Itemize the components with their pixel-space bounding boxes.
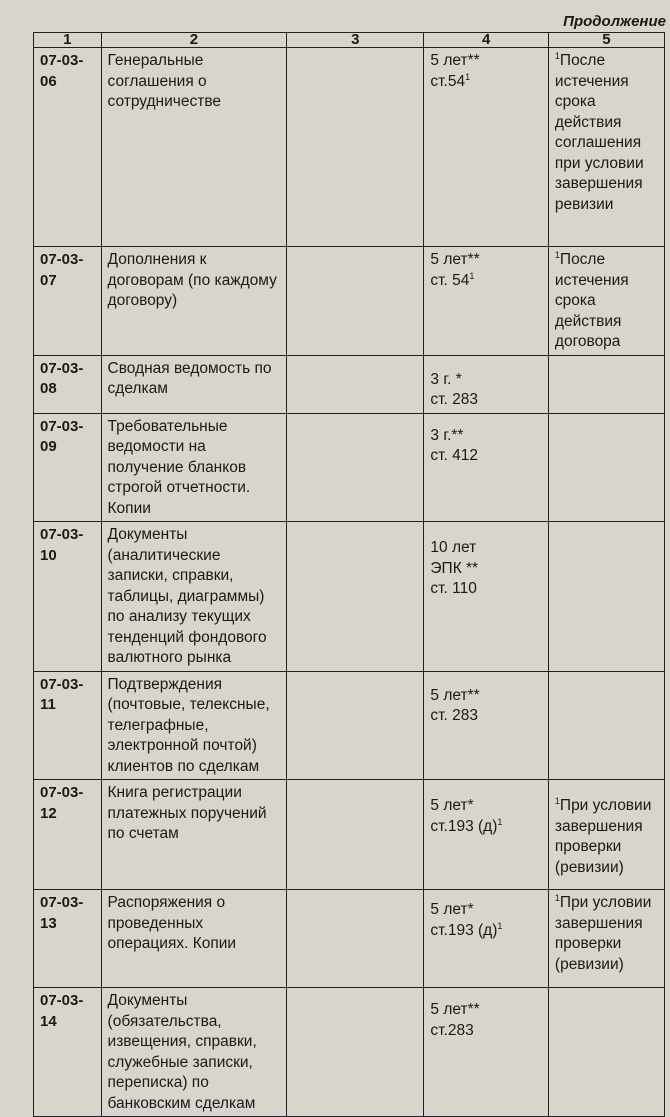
row-term xyxy=(424,671,549,780)
row-term xyxy=(424,413,549,522)
row-title: Дополнения к договорам (по каждому договору) xyxy=(101,247,287,356)
table-row xyxy=(34,890,665,988)
row-term xyxy=(424,988,549,1117)
row-note xyxy=(548,780,664,890)
row-code: 07-03-10 xyxy=(34,522,102,672)
term-line3: ст. 110 xyxy=(430,580,477,597)
note-text: При условии завершения проверки (ревизии) xyxy=(554,894,652,973)
row-title: Подтверждения (почтовые, телексные, телеграфные, электронной почтой) клиентов по сделкам xyxy=(101,671,287,780)
row-title: Сводная ведомость по сделкам xyxy=(101,355,287,413)
row-note xyxy=(548,988,664,1117)
term-line2: ст.193 (д) xyxy=(430,817,498,835)
term-line1: 5 лет** xyxy=(430,251,480,268)
term-line1: 3 г.** xyxy=(430,426,464,444)
row-title: Распоряжения о проведенных операциях. Копии xyxy=(101,890,287,988)
continuation-caption: Продолжение xyxy=(563,13,666,30)
row-term xyxy=(424,48,549,247)
row-note xyxy=(548,48,664,247)
row-term xyxy=(424,780,549,890)
row-code: 07-03-14 xyxy=(34,988,102,1117)
term-line2: ст.283 xyxy=(430,1021,474,1039)
row-title: Документы (аналитические записки, справки, таблицы, диаграммы) по анализу текущих тенденций фондового валютного рынка xyxy=(101,522,287,672)
term-line1: 5 лет** xyxy=(430,686,480,704)
note-footnote-mark: 1 xyxy=(554,892,560,903)
row-note xyxy=(548,671,664,780)
note-text: После истечения срока действия соглашения при условии завершения ревизии xyxy=(554,52,644,213)
row-term xyxy=(424,355,549,413)
row-note xyxy=(548,413,664,522)
row-code: 07-03-09 xyxy=(34,413,102,522)
note-footnote-mark: 1 xyxy=(554,795,560,806)
term-line1: 5 лет* xyxy=(430,797,474,814)
term-footnote-mark: 1 xyxy=(497,920,503,931)
term-line1: 10 лет xyxy=(430,539,477,556)
row-col3 xyxy=(287,413,424,522)
table-row xyxy=(34,48,665,247)
row-code: 07-03-11 xyxy=(34,671,102,780)
term-line1: 5 лет** xyxy=(430,52,480,69)
term-footnote-mark: 1 xyxy=(469,270,475,281)
table-row xyxy=(34,780,665,890)
row-code: 07-03-08 xyxy=(34,355,102,413)
row-col3 xyxy=(287,890,424,988)
term-line2: ст.54 xyxy=(430,72,466,90)
term-line2: ст. 54 xyxy=(430,271,470,289)
term-footnote-mark: 1 xyxy=(497,816,503,827)
row-code: 07-03-12 xyxy=(34,780,102,890)
row-note xyxy=(548,522,664,672)
row-term xyxy=(424,247,549,356)
table-row xyxy=(34,671,665,780)
row-note xyxy=(548,355,664,413)
term-line2: ст.193 (д) xyxy=(430,921,498,939)
table-row xyxy=(34,988,665,1117)
table-row xyxy=(34,247,665,356)
row-col3 xyxy=(287,522,424,672)
row-note xyxy=(548,247,664,356)
row-col3 xyxy=(287,671,424,780)
header-col-4: 4 xyxy=(424,33,549,48)
row-title: Книга регистрации платежных поручений по счетам xyxy=(101,780,287,890)
table-row xyxy=(34,522,665,672)
row-col3 xyxy=(287,988,424,1117)
document-retention-table xyxy=(33,32,665,1117)
header-col-3: 3 xyxy=(287,33,424,48)
header-col-5: 5 xyxy=(548,33,664,48)
row-col3 xyxy=(287,355,424,413)
row-title: Требовательные ведомости на получение бланков строгой отчетности. Копии xyxy=(101,413,287,522)
row-col3 xyxy=(287,780,424,890)
table-row xyxy=(34,355,665,413)
row-code: 07-03-13 xyxy=(34,890,102,988)
row-term xyxy=(424,890,549,988)
row-col3 xyxy=(287,48,424,247)
header-col-1: 1 xyxy=(34,33,102,48)
note-text: После истечения срока действия договора xyxy=(554,251,629,350)
note-footnote-mark: 1 xyxy=(554,50,560,61)
header-col-2: 2 xyxy=(101,33,287,48)
row-title: Документы (обязательства, извещения, справки, служебные записки, переписка) по банковским сделкам xyxy=(101,988,287,1117)
row-note xyxy=(548,890,664,988)
term-line2: ст. 283 xyxy=(430,707,479,724)
term-line2: ст. 283 xyxy=(430,391,479,408)
row-code: 07-03-07 xyxy=(34,247,102,356)
term-line1: 5 лет** xyxy=(430,1001,480,1018)
term-footnote-mark: 1 xyxy=(465,71,471,82)
note-text: При условии завершения проверки (ревизии) xyxy=(554,797,652,876)
table-row xyxy=(34,413,665,522)
term-line1: 5 лет* xyxy=(430,901,474,918)
row-code: 07-03-06 xyxy=(34,48,102,247)
term-line1: 3 г. * xyxy=(430,370,462,388)
term-line2: ст. 412 xyxy=(430,447,479,464)
row-col3 xyxy=(287,247,424,356)
note-footnote-mark: 1 xyxy=(554,249,560,260)
row-title: Генеральные соглашения о сотрудничестве xyxy=(101,48,287,247)
header-row xyxy=(34,33,665,48)
row-term xyxy=(424,522,549,672)
term-line2: ЭПК ** xyxy=(430,559,479,577)
